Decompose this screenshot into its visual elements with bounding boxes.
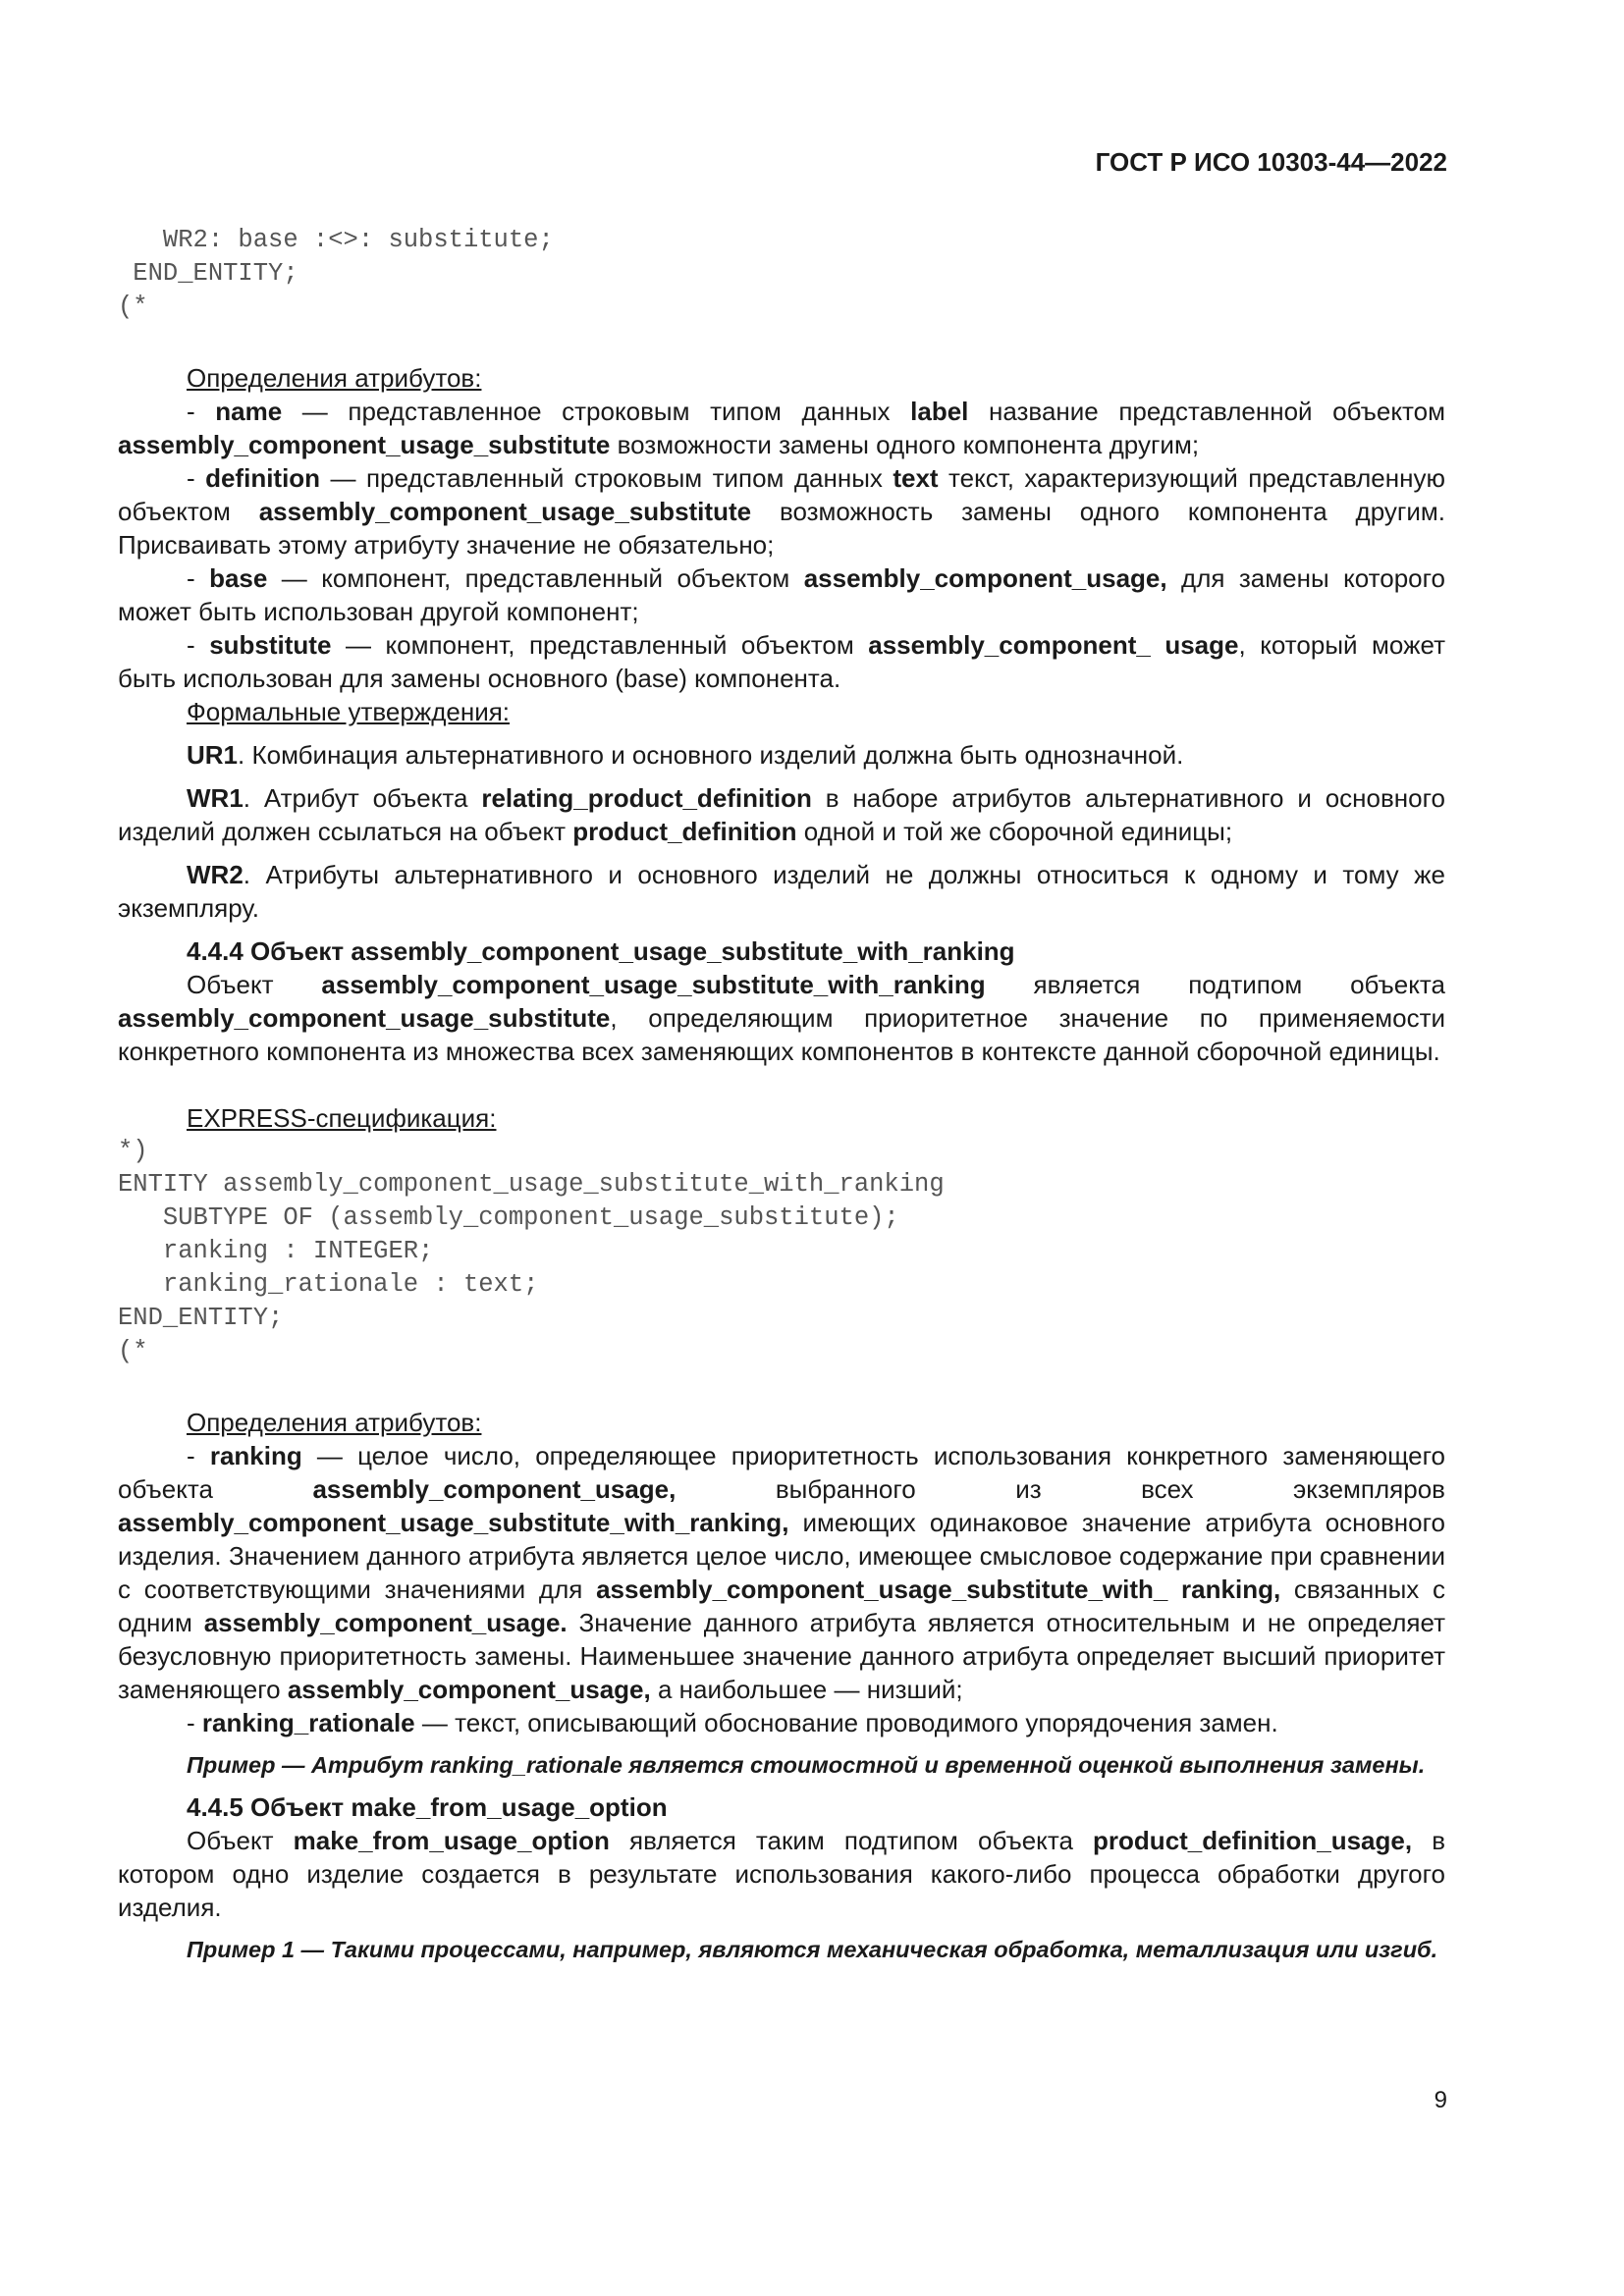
code-line: END_ENTITY; <box>118 1304 284 1332</box>
code-line: ENTITY assembly_component_usage_substitute_with_ranking <box>118 1170 945 1199</box>
code-block-2 <box>118 1135 1445 1368</box>
example-ranking-rationale: Пример — Атрибут ranking_rationale является стоимостной и временной оценкой выполнения замены. <box>187 1752 1426 1778</box>
attr-substitute-paragraph: - substitute — компонент, представленный объектом assembly_component_ usage, который может быть использован для замены основного (base) компонента. <box>118 630 1445 693</box>
code-line: END_ENTITY; <box>118 259 298 288</box>
page-number: 9 <box>1434 2087 1447 2113</box>
formal-statements-title: Формальные утверждения: <box>187 697 511 726</box>
code-line: (* <box>118 293 148 321</box>
code-line: (* <box>118 1337 148 1365</box>
attr-ranking-paragraph: - ranking — целое число, определяющее приоритетность использования конкретного заменяющего объекта assembly_component_usage, выбранного из всех экземпляров assembly_component_usage_substitute_with_ranking, имеющих одинаковое значение атрибута основного изделия. Значением данного атрибута является целое число, имеющее смысловое содержание при сравнении с соответствующими значениями для assembly_component_usage_substitute_with_ ranking, связанных с одним assembly_component_usage. Значение данного атрибута является относительным и не определяет безусловную приоритетность замены. Наименьшее значение данного атрибута определяет высший приоритет заменяющего assembly_component_usage, а наибольшее — низший; <box>118 1441 1446 1704</box>
attr-definitions-title: Определения атрибутов: <box>187 363 482 393</box>
standard-header: ГОСТ Р ИСО 10303-44—2022 <box>1095 147 1447 177</box>
rule-ur1: UR1. Комбинация альтернативного и основного изделий должна быть однозначной. <box>187 740 1184 770</box>
express-spec-title: EXPRESS-спецификация: <box>187 1103 497 1133</box>
attr-name-paragraph: - name — представленное строковым типом данных label название представленной объектом assembly_component_usage_substitute возможности замены одного компонента другим; <box>118 397 1445 459</box>
section-4-4-4-paragraph: Объект assembly_component_usage_substitute_with_ranking является подтипом объекта assembly_component_usage_substitute, определяющим приоритетное значение по применяемости конкретного компонента из множества всех заменяющих компонентов в контексте данной сборочной единицы. <box>118 970 1446 1066</box>
page-content <box>118 224 1445 1965</box>
code-line: WR2: base :<>: substitute; <box>118 226 554 254</box>
code-line: ranking : INTEGER; <box>118 1237 434 1265</box>
section-heading-4-4-4: 4.4.4 Объект assembly_component_usage_substitute_with_ranking <box>187 936 1015 966</box>
rule-wr1: WR1. Атрибут объекта relating_product_definition в наборе атрибутов альтернативного и основного изделий должен ссылаться на объект product_definition одной и той же сборочной единицы; <box>118 783 1445 846</box>
section-4-4-5-paragraph: Объект make_from_usage_option является таким подтипом объекта product_definition_usage, в котором одно изделие создается в результате использования какого-либо процесса обработки другого изделия. <box>118 1826 1446 1922</box>
attr-base-paragraph: - base — компонент, представленный объектом assembly_component_usage, для замены которого может быть использован другой компонент; <box>118 563 1445 626</box>
rule-wr2: WR2. Атрибуты альтернативного и основного изделий не должны относиться к одному и тому же экземпляру. <box>118 860 1445 923</box>
attr-definitions-title-2: Определения атрибутов: <box>187 1408 482 1437</box>
code-line: SUBTYPE OF (assembly_component_usage_substitute); <box>118 1203 899 1232</box>
code-line: *) <box>118 1137 148 1165</box>
attr-definition-paragraph: - definition — представленный строковым типом данных text текст, характеризующий представленную объектом assembly_component_usage_substitute возможность замены одного компонента другим. Присваивать этому атрибуту значение не обязательно; <box>118 463 1445 560</box>
section-heading-4-4-5: 4.4.5 Объект make_from_usage_option <box>187 1792 668 1822</box>
example-1-processes: Пример 1 — Такими процессами, например, являются механическая обработка, металлизация или изгиб. <box>187 1937 1438 1962</box>
code-block-1 <box>118 224 1445 324</box>
attr-ranking-rationale-paragraph: - ranking_rationale — текст, описывающий обоснование проводимого упорядочения замен. <box>187 1708 1278 1737</box>
code-line: ranking_rationale : text; <box>118 1270 539 1299</box>
